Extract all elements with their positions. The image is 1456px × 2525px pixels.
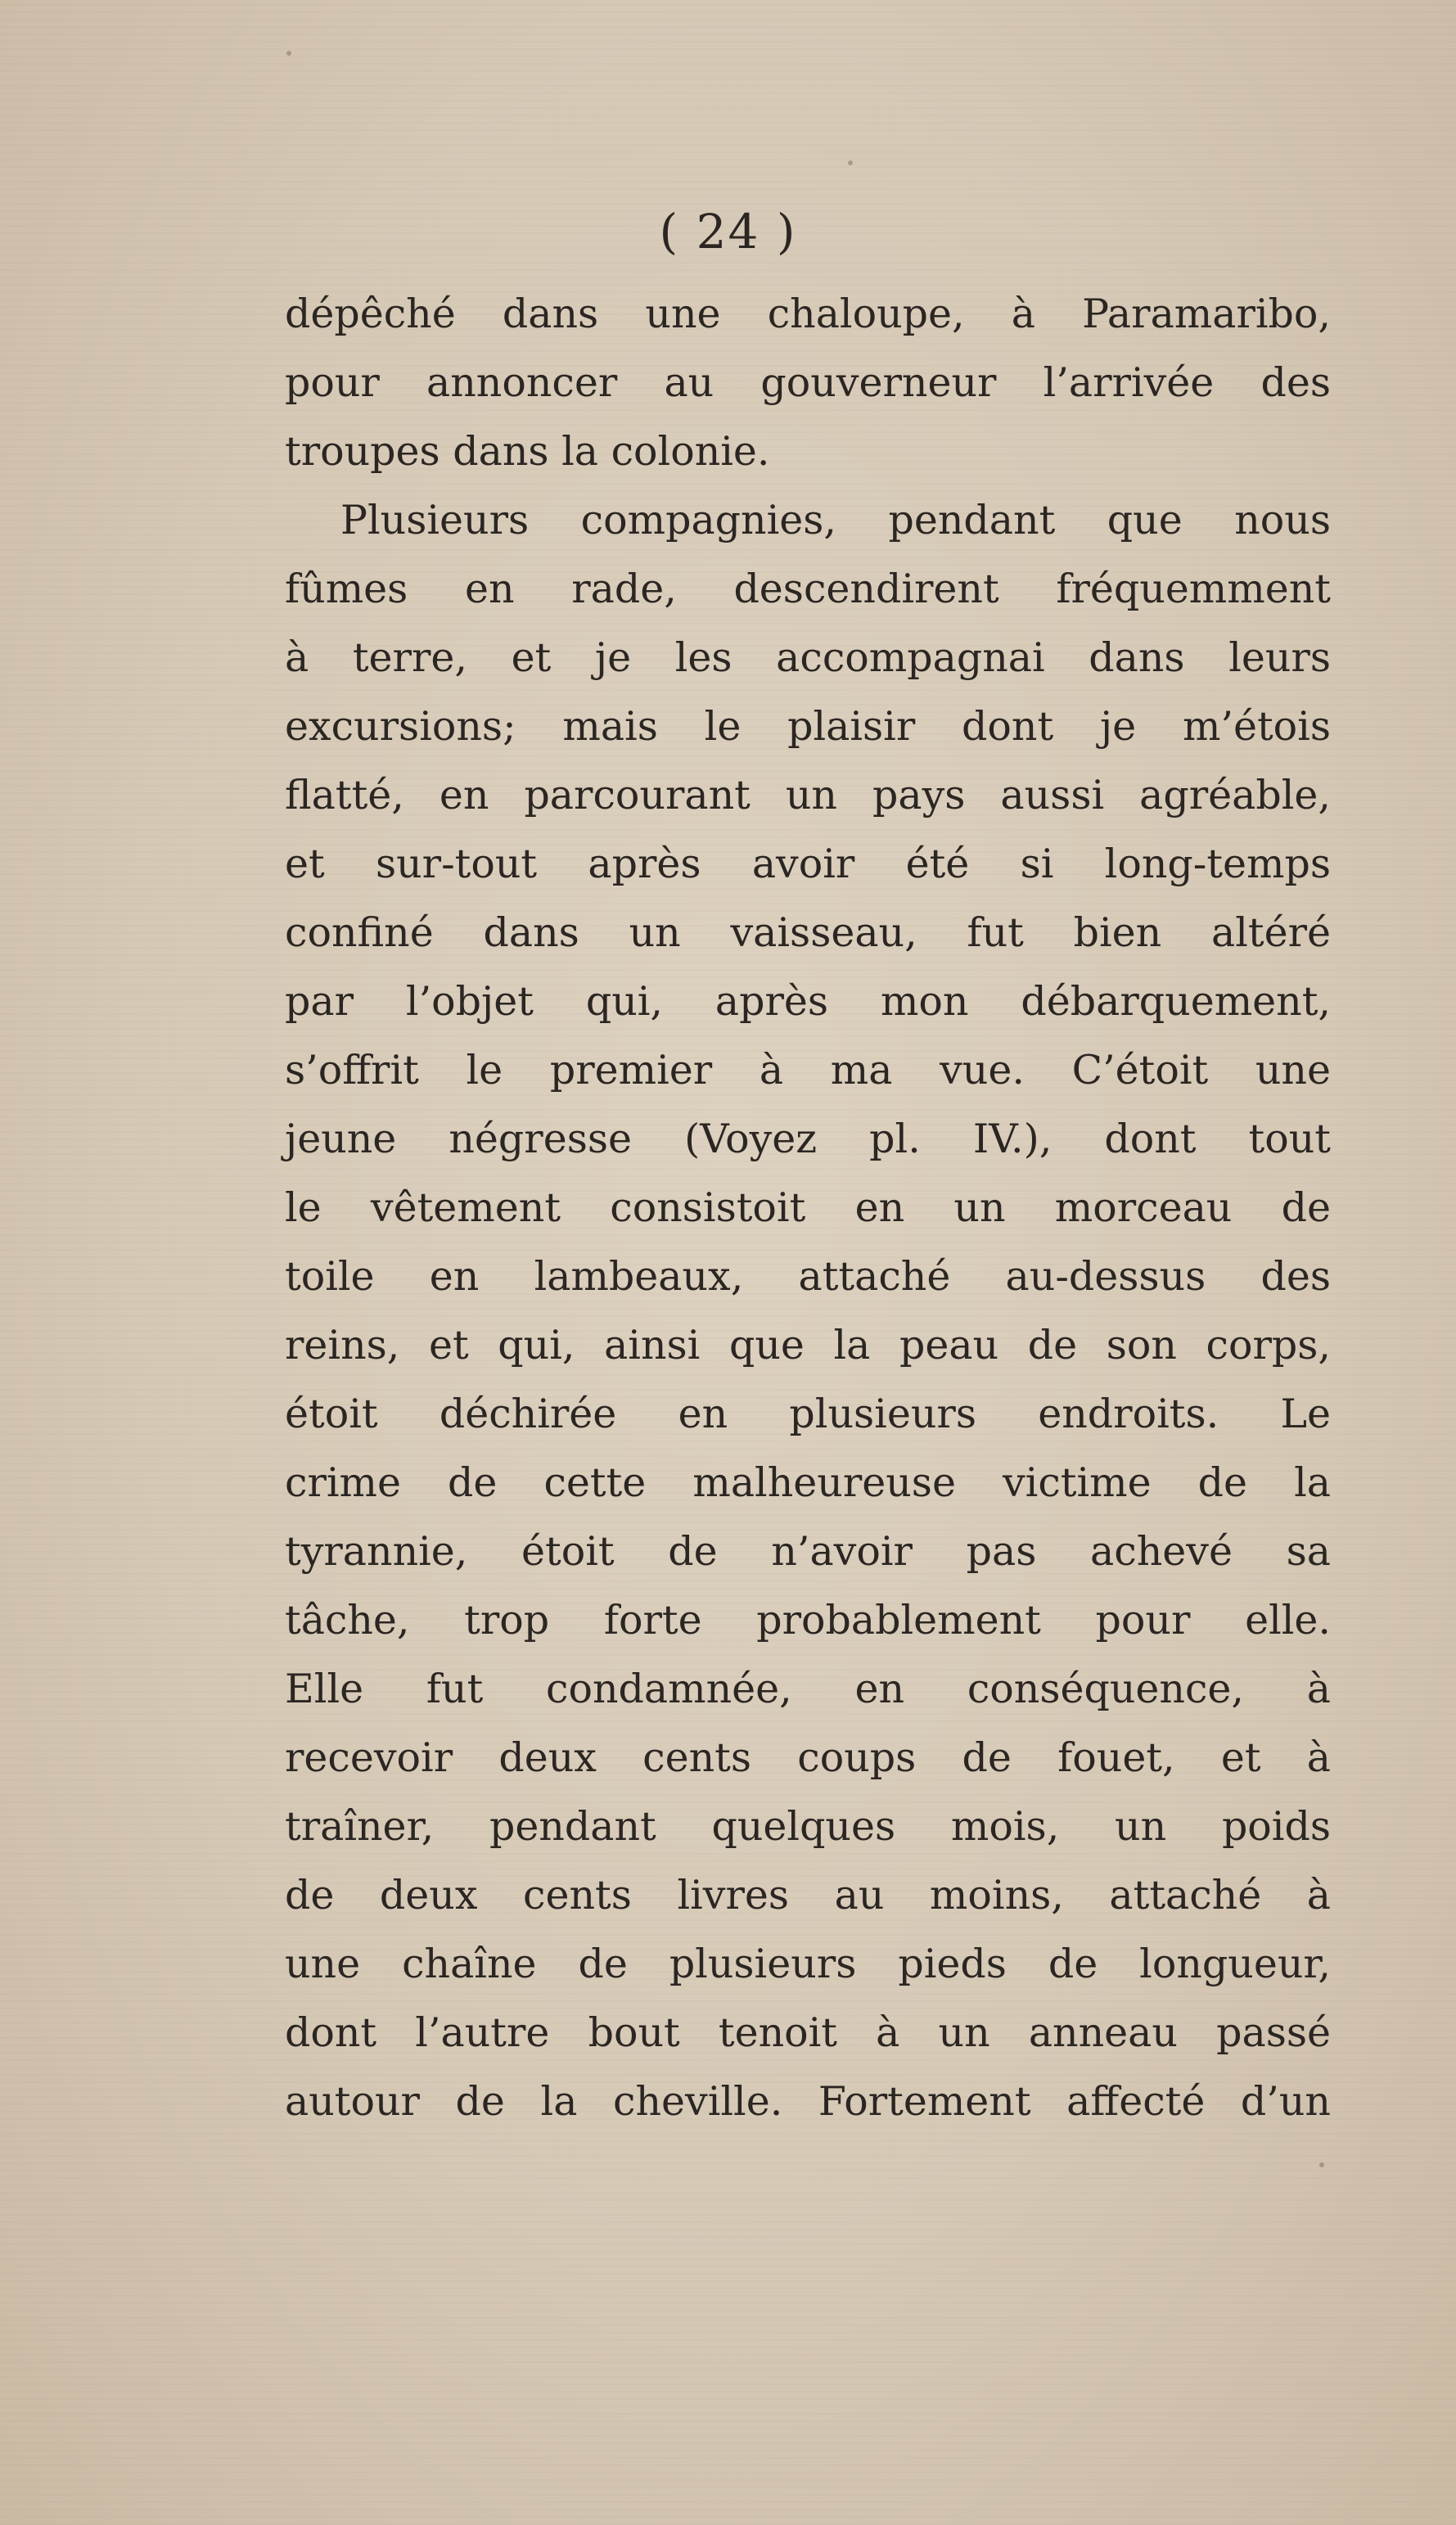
paper-fleck [848,160,853,165]
text-line: autour de la cheville. Fortement affecté d’un [285,2078,1331,2125]
text-line: et sur-tout après avoir été si long-temps [285,841,1331,887]
text-line: crime de cette malheureuse victime de la [285,1459,1331,1506]
text-line: Plusieurs compagnies, pendant que nous [340,497,1331,543]
text-line: Elle fut condamnée, en conséquence, à [285,1666,1331,1712]
text-line: recevoir deux cents coups de fouet, et à [285,1734,1331,1781]
text-line: tâche, trop forte probablement pour elle. [285,1597,1331,1644]
text-line: confiné dans un vaisseau, fut bien altéré [285,909,1331,956]
text-line: excursions; mais le plaisir dont je m’étois [285,703,1331,750]
text-line: pour annoncer au gouverneur l’arrivée des [285,359,1331,406]
text-block [285,280,1331,2136]
text-line: traîner, pendant quelques mois, un poids [285,1803,1331,1850]
text-line: tyrannie, étoit de n’avoir pas achevé sa [285,1528,1331,1575]
text-line: dépêché dans une chaloupe, à Paramaribo, [285,291,1331,337]
text-line: flatté, en parcourant un pays aussi agréable, [285,772,1331,818]
text-line: par l’objet qui, après mon débarquement, [285,978,1331,1025]
page-number: ( 24 ) [659,204,797,259]
text-line: jeune négresse (Voyez pl. IV.), dont tout [285,1116,1331,1162]
text-line: s’offrit le premier à ma vue. C’étoit une [285,1047,1331,1093]
text-line: le vêtement consistoit en un morceau de [285,1184,1331,1231]
text-line: toile en lambeaux, attaché au-dessus des [285,1253,1331,1300]
text-line: de deux cents livres au moins, attaché à [285,1872,1331,1919]
paper-fleck [286,51,291,56]
text-line: dont l’autre bout tenoit à un anneau passé [285,2009,1331,2056]
text-line: reins, et qui, ainsi que la peau de son corps, [285,1322,1331,1368]
text-line: à terre, et je les accompagnai dans leurs [285,634,1331,681]
text-line: troupes dans la colonie. [285,428,770,475]
text-line: étoit déchirée en plusieurs endroits. Le [285,1391,1331,1437]
paper-fleck [1319,2162,1324,2167]
text-line: une chaîne de plusieurs pieds de longueur, [285,1941,1331,1987]
text-line: fûmes en rade, descendirent fréquemment [285,566,1331,612]
